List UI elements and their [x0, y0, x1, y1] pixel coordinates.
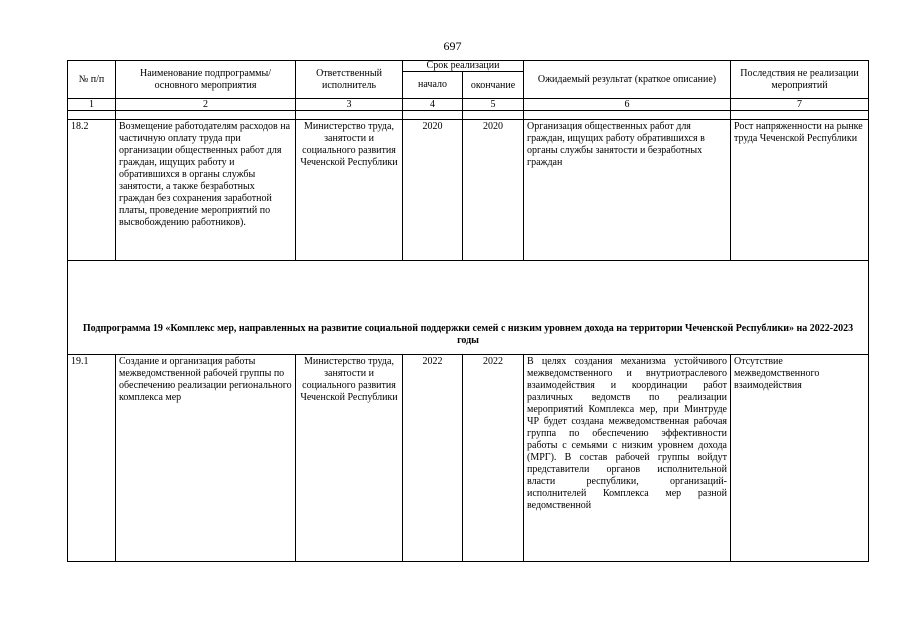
header-result: Ожидаемый результат (краткое описание) [524, 61, 731, 99]
header-exec: Ответственный исполнитель [296, 61, 403, 99]
header-row [68, 61, 869, 72]
row-18-2-consequences: Рост напряженности на рынке труда Чеченской Республики [731, 120, 869, 261]
subprogram-row [68, 261, 869, 355]
col-number-7: 7 [731, 99, 869, 111]
table-row [68, 355, 869, 562]
table-row [68, 120, 869, 261]
spacer-row [68, 111, 869, 120]
row-19-1-no: 19.1 [68, 355, 116, 562]
page-number: 697 [443, 39, 462, 53]
header-end: окончание [463, 72, 524, 99]
header-consequences: Последствия не реализации мероприятий [731, 61, 869, 99]
row-19-1-exec: Министерство труда, занятости и социального развития Чеченской Республики [296, 355, 403, 562]
row-18-2-no: 18.2 [68, 120, 116, 261]
row-19-1-start: 2022 [403, 355, 463, 562]
header-start: начало [403, 72, 463, 99]
row-18-2-exec: Министерство труда, занятости и социального развития Чеченской Республики [296, 120, 403, 261]
row-18-2-name: Возмещение работодателям расходов на частичную оплату труда при организации общественных работ для граждан, ищущих работу и обратившихся в органы службы занятости, а также безработных граждан без сохранения заработной платы, проведение мероприятий по высвобождению работников). [116, 120, 296, 261]
column-number-row [68, 99, 869, 111]
header-no: № п/п [68, 61, 116, 99]
subprogram-title: Подпрограмма 19 «Комплекс мер, направленных на развитие социальной поддержки семей с низким уровнем дохода на территории Чеченской Республики» на 2022-2023 годы [68, 261, 869, 355]
row-18-2-result: Организация общественных работ для граждан, ищущих работу обратившихся в органы службы занятости и безработных граждан [524, 120, 731, 261]
col-number-1: 1 [68, 99, 116, 111]
col-number-5: 5 [463, 99, 524, 111]
row-19-1-end: 2022 [463, 355, 524, 562]
col-number-3: 3 [296, 99, 403, 111]
row-19-1-result: В целях создания механизма устойчивого межведомственного и внутриотраслевого взаимодействия и координации работ различных ведомств по реализации мероприятий Комплекса мер, при Минтруде ЧР будет создана межведомственная рабочая группа по обеспечению эффективности работы с семьями с низким уровнем дохода (МРГ). В состав рабочей группы войдут представители органов исполнительной власти республики, организаций-исполнителей Комплекса мер разной ведомственной [524, 355, 731, 562]
row-18-2-end: 2020 [463, 120, 524, 261]
row-19-1-consequences: Отсутствие межведомственного взаимодействия [731, 355, 869, 562]
row-19-1-name: Создание и организация работы межведомственной рабочей группы по обеспечению реализации регионального комплекса мер [116, 355, 296, 562]
program-table [67, 60, 869, 562]
header-name: Наименование подпрограммы/ основного мероприятия [116, 61, 296, 99]
col-number-2: 2 [116, 99, 296, 111]
col-number-6: 6 [524, 99, 731, 111]
col-number-4: 4 [403, 99, 463, 111]
header-period: Срок реализации [403, 61, 524, 72]
row-18-2-start: 2020 [403, 120, 463, 261]
